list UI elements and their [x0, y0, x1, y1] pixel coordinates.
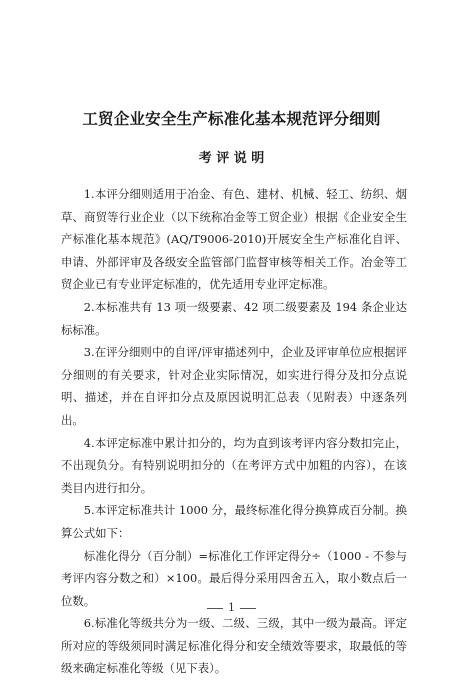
section-heading: 考 评 说 明 — [198, 151, 265, 166]
paragraph-2: 2.本标准共有 13 项一级要素、42 项二级要素及 194 条企业达标标准。 — [61, 299, 407, 337]
footer-dash-left — [207, 608, 223, 609]
paragraph-4: 4.本评定标准中累计扣分的，均为直到该考评内容分数扣完止，不出现负分。有特别说明扣分的（在考评方式中加粗的内容），在该类目内进行扣分。 — [61, 435, 407, 495]
page-footer — [0, 601, 463, 614]
document-title: 工贸企业安全生产标准化基本规范评分细则 — [82, 110, 381, 128]
paragraph-6: 6.标准化等级共分为一级、二级、三级，其中一级为最高。评定所对应的等级须同时满足标准化得分和安全绩效等要求，取最低的等级来确定标准化等级（见下表）。 — [61, 616, 407, 676]
paragraph-1: 1.本评分细则适用于冶金、有色、建材、机械、轻工、纺织、烟草、商贸等行业企业（以下统称冶金等工贸企业）根据《企业安全生产标准化基本规范》(AQ/T9006-2010)开展安全生产标准化自评、申请、外部评审及各级安全监管部门监督审核等相关工作。冶金等工贸企业已有专业评定标准的，优先适用专业评定标准。 — [61, 187, 407, 292]
formula-paragraph: 标准化得分（百分制）=标准化工作评定得分÷（1000 - 不参与考评内容分数之和）×100。最后得分采用四舍五入，取小数点后一位数。 — [61, 548, 407, 608]
paragraph-3: 3.在评分细则中的自评/评审描述列中，企业及评审单位应根据评分细则的有关要求，针对企业实际情况，如实进行得分及扣分点说明、描述，并在自评扣分点及原因说明汇总表（见附表）中逐条列出。 — [61, 345, 407, 427]
page-number: 1 — [228, 601, 235, 614]
paragraph-5: 5.本评定标准共计 1000 分，最终标准化得分换算成百分制。换算公式如下： — [61, 503, 407, 540]
footer-dash-right — [240, 608, 256, 609]
